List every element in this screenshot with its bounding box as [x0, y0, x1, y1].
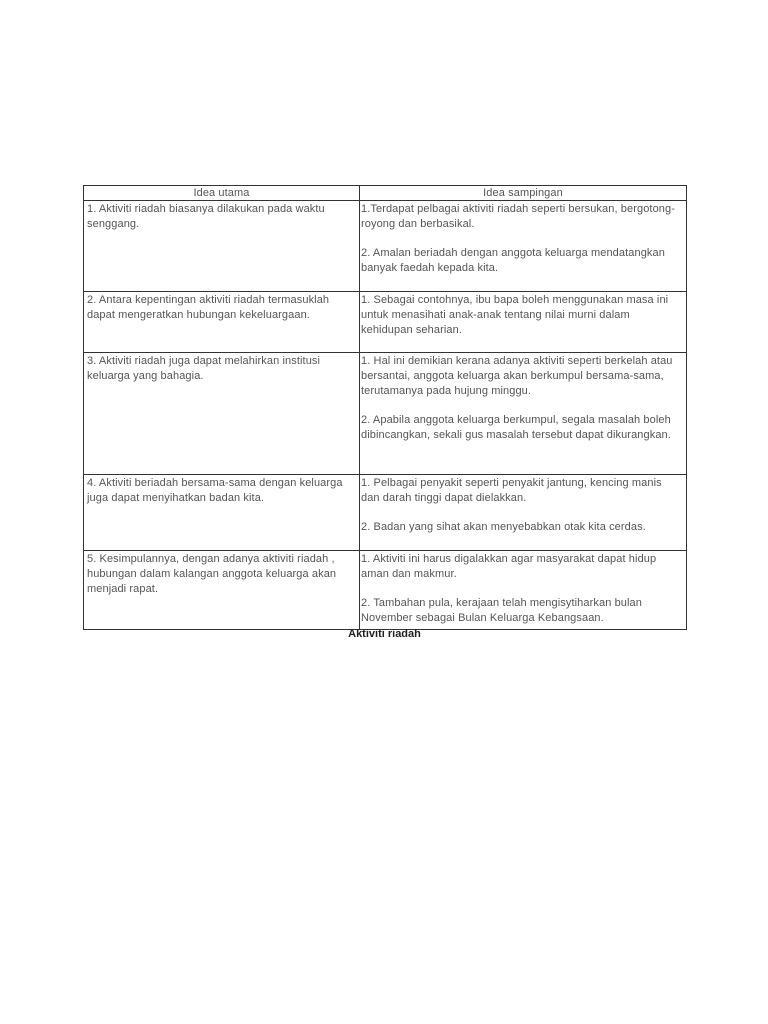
- supporting-idea-text: 1. Pelbagai penyakit seperti penyakit jantung, kencing manis dan darah tinggi dapat dielakkan.: [361, 477, 662, 504]
- main-idea-cell: [84, 353, 360, 475]
- table-row: [84, 353, 687, 475]
- header-idea-utama: Idea utama: [84, 186, 360, 201]
- supporting-idea-text: 2. Apabila anggota keluarga berkumpul, segala masalah boleh dibincangkan, sekali gus masalah tersebut dapat dikurangkan.: [361, 414, 671, 441]
- main-idea-text: 1. Aktiviti riadah biasanya dilakukan pada waktu senggang.: [87, 203, 325, 230]
- main-idea-cell: [84, 292, 360, 353]
- table-header-row: [84, 186, 687, 201]
- supporting-idea-cell: [360, 475, 687, 551]
- supporting-idea-text: 2. Badan yang sihat akan menyebabkan otak kita cerdas.: [361, 521, 646, 533]
- main-idea-text: 4. Aktiviti beriadah bersama-sama dengan keluarga juga dapat menyihatkan badan kita.: [87, 477, 343, 504]
- main-idea-text: 5. Kesimpulannya, dengan adanya aktiviti riadah , hubungan dalam kalangan anggota keluarga akan menjadi rapat.: [87, 553, 337, 595]
- main-idea-text: 2. Antara kepentingan aktiviti riadah termasuklah dapat mengeratkan hubungan kekeluargaan.: [87, 294, 330, 321]
- supporting-idea-text: 2. Amalan beriadah dengan anggota keluarga mendatangkan banyak faedah kepada kita.: [361, 247, 665, 274]
- supporting-idea-text: 1. Aktiviti ini harus digalakkan agar masyarakat dapat hidup aman dan makmur.: [361, 553, 657, 580]
- supporting-idea-text: 1.Terdapat pelbagai aktiviti riadah seperti bersukan, bergotong-royong dan berbasikal.: [361, 203, 675, 230]
- supporting-idea-text: 1. Sebagai contohnya, ibu bapa boleh menggunakan masa ini untuk menasihati anak-anak tentang nilai murni dalam kehidupan seharian.: [361, 294, 669, 336]
- supporting-idea-cell: [360, 201, 687, 292]
- table-row: [84, 475, 687, 551]
- table-caption: Aktiviti riadah: [348, 628, 421, 640]
- main-idea-cell: [84, 201, 360, 292]
- main-idea-cell: [84, 551, 360, 630]
- table-row: [84, 292, 687, 353]
- supporting-idea-text: 1. Hal ini demikian kerana adanya aktiviti seperti berkelah atau bersantai, anggota keluarga akan berkumpul bersama-sama, terutamanya pada hujung minggu.: [361, 355, 673, 397]
- idea-table: [83, 185, 687, 630]
- supporting-idea-cell: [360, 292, 687, 353]
- header-idea-sampingan: Idea sampingan: [360, 186, 687, 201]
- supporting-idea-cell: [360, 353, 687, 475]
- supporting-idea-cell: [360, 551, 687, 630]
- main-idea-text: 3. Aktiviti riadah juga dapat melahirkan institusi keluarga yang bahagia.: [87, 355, 321, 382]
- table-row: [84, 551, 687, 630]
- supporting-idea-text: 2. Tambahan pula, kerajaan telah mengisytiharkan bulan November sebagai Bulan Keluarga Kebangsaan.: [361, 597, 642, 624]
- table-row: [84, 201, 687, 292]
- main-idea-cell: [84, 475, 360, 551]
